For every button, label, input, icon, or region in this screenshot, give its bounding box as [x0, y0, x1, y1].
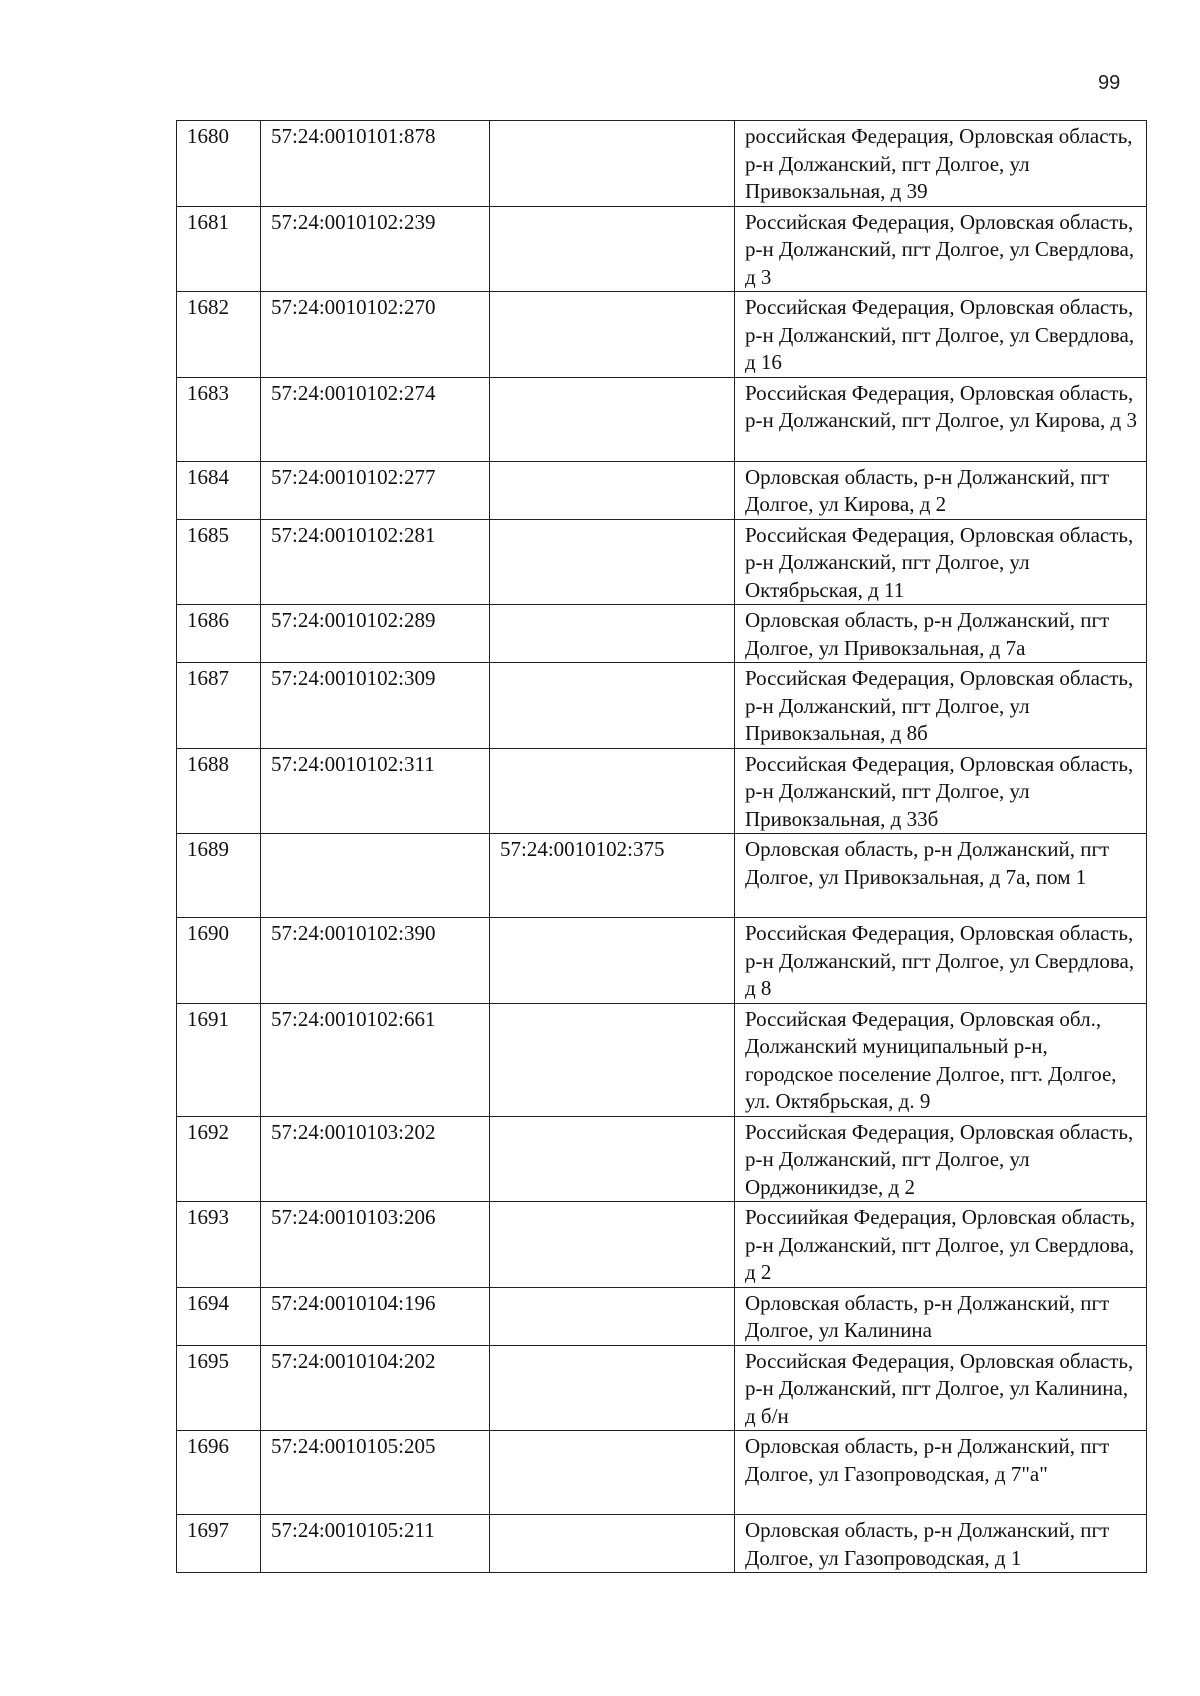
table-row	[177, 121, 1147, 207]
address: Российская Федерация, Орловская область, р-н Должанский, пгт Долгое, ул Октябрьская, д 11	[735, 519, 1147, 605]
parent-cadastral-number	[490, 1287, 735, 1345]
cadastral-number: 57:24:0010103:202	[261, 1116, 490, 1202]
cadastral-number: 57:24:0010104:202	[261, 1345, 490, 1431]
cadastral-number: 57:24:0010102:274	[261, 377, 490, 461]
cadastral-number: 57:24:0010102:289	[261, 605, 490, 663]
table-row	[177, 1116, 1147, 1202]
row-number: 1683	[177, 377, 261, 461]
parent-cadastral-number	[490, 519, 735, 605]
row-number: 1695	[177, 1345, 261, 1431]
address: Орловская область, р-н Должанский, пгт Долгое, ул Привокзальная, д 7а	[735, 605, 1147, 663]
row-number: 1693	[177, 1202, 261, 1288]
parent-cadastral-number	[490, 121, 735, 207]
address: Российская Федерация, Орловская область, р-н Должанский, пгт Долгое, ул Свердлова, д 3	[735, 206, 1147, 292]
parent-cadastral-number	[490, 461, 735, 519]
parent-cadastral-number	[490, 292, 735, 378]
parent-cadastral-number	[490, 1202, 735, 1288]
table-row	[177, 663, 1147, 749]
address: Орловская область, р-н Должанский, пгт Долгое, ул Газопроводская, д 1	[735, 1515, 1147, 1573]
parent-cadastral-number	[490, 1431, 735, 1515]
address: Российская Федерация, Орловская область, р-н Должанский, пгт Долгое, ул Калинина, д б/н	[735, 1345, 1147, 1431]
table-row	[177, 918, 1147, 1004]
cadastral-number: 57:24:0010105:205	[261, 1431, 490, 1515]
table-row	[177, 519, 1147, 605]
parent-cadastral-number	[490, 663, 735, 749]
address: Российская Федерация, Орловская область, р-н Должанский, пгт Долгое, ул Привокзальная, д 33б	[735, 748, 1147, 834]
cadastral-number: 57:24:0010102:661	[261, 1003, 490, 1116]
row-number: 1688	[177, 748, 261, 834]
parent-cadastral-number	[490, 605, 735, 663]
row-number: 1686	[177, 605, 261, 663]
address: Российская Федерация, Орловская область, р-н Должанский, пгт Долгое, ул Свердлова, д 16	[735, 292, 1147, 378]
row-number: 1682	[177, 292, 261, 378]
table-row	[177, 1345, 1147, 1431]
cadastral-number: 57:24:0010101:878	[261, 121, 490, 207]
row-number: 1684	[177, 461, 261, 519]
parent-cadastral-number	[490, 1003, 735, 1116]
parent-cadastral-number	[490, 206, 735, 292]
table-row	[177, 1003, 1147, 1116]
parent-cadastral-number	[490, 1515, 735, 1573]
parent-cadastral-number	[490, 748, 735, 834]
property-registry-table	[176, 120, 1147, 1573]
table-row	[177, 605, 1147, 663]
parent-cadastral-number	[490, 377, 735, 461]
address: Орловская область, р-н Должанский, пгт Долгое, ул Газопроводская, д 7"а"	[735, 1431, 1147, 1515]
parent-cadastral-number	[490, 1116, 735, 1202]
cadastral-number: 57:24:0010102:239	[261, 206, 490, 292]
table-row	[177, 1287, 1147, 1345]
registry-body	[177, 121, 1147, 1573]
table-row	[177, 834, 1147, 918]
row-number: 1694	[177, 1287, 261, 1345]
parent-cadastral-number	[490, 1345, 735, 1431]
row-number: 1689	[177, 834, 261, 918]
cadastral-number: 57:24:0010104:196	[261, 1287, 490, 1345]
table-row	[177, 292, 1147, 378]
address: Российская Федерация, Орловская область, р-н Должанский, пгт Долгое, ул Кирова, д 3	[735, 377, 1147, 461]
table-row	[177, 1202, 1147, 1288]
address: Орловская область, р-н Должанский, пгт Долгое, ул Калинина	[735, 1287, 1147, 1345]
cadastral-number: 57:24:0010102:390	[261, 918, 490, 1004]
row-number: 1691	[177, 1003, 261, 1116]
row-number: 1685	[177, 519, 261, 605]
address: Российская Федерация, Орловская обл., Должанский муниципальный р-н, городское поселение Долгое, пгт. Долгое, ул. Октябрьская, д. 9	[735, 1003, 1147, 1116]
parent-cadastral-number: 57:24:0010102:375	[490, 834, 735, 918]
address: Орловская область, р-н Должанский, пгт Долгое, ул Привокзальная, д 7а, пом 1	[735, 834, 1147, 918]
table-row	[177, 748, 1147, 834]
cadastral-number: 57:24:0010102:277	[261, 461, 490, 519]
table-row	[177, 1515, 1147, 1573]
address: Российская Федерация, Орловская область, р-н Должанский, пгт Долгое, ул Привокзальная, д 8б	[735, 663, 1147, 749]
cadastral-number	[261, 834, 490, 918]
row-number: 1687	[177, 663, 261, 749]
address: Россиийкая Федерация, Орловская область, р-н Должанский, пгт Долгое, ул Свердлова, д 2	[735, 1202, 1147, 1288]
address: российская Федерация, Орловская область, р-н Должанский, пгт Долгое, ул Привокзальная, д 39	[735, 121, 1147, 207]
address: Российская Федерация, Орловская область, р-н Должанский, пгт Долгое, ул Орджоникидзе, д 2	[735, 1116, 1147, 1202]
row-number: 1697	[177, 1515, 261, 1573]
table-row	[177, 377, 1147, 461]
table-row	[177, 206, 1147, 292]
page-number: 99	[1098, 72, 1121, 94]
cadastral-number: 57:24:0010103:206	[261, 1202, 490, 1288]
row-number: 1692	[177, 1116, 261, 1202]
row-number: 1696	[177, 1431, 261, 1515]
row-number: 1680	[177, 121, 261, 207]
row-number: 1681	[177, 206, 261, 292]
cadastral-number: 57:24:0010102:311	[261, 748, 490, 834]
cadastral-number: 57:24:0010105:211	[261, 1515, 490, 1573]
cadastral-number: 57:24:0010102:309	[261, 663, 490, 749]
cadastral-number: 57:24:0010102:281	[261, 519, 490, 605]
table-row	[177, 1431, 1147, 1515]
table-row	[177, 461, 1147, 519]
address: Российская Федерация, Орловская область, р-н Должанский, пгт Долгое, ул Свердлова, д 8	[735, 918, 1147, 1004]
row-number: 1690	[177, 918, 261, 1004]
cadastral-number: 57:24:0010102:270	[261, 292, 490, 378]
address: Орловская область, р-н Должанский, пгт Долгое, ул Кирова, д 2	[735, 461, 1147, 519]
parent-cadastral-number	[490, 918, 735, 1004]
